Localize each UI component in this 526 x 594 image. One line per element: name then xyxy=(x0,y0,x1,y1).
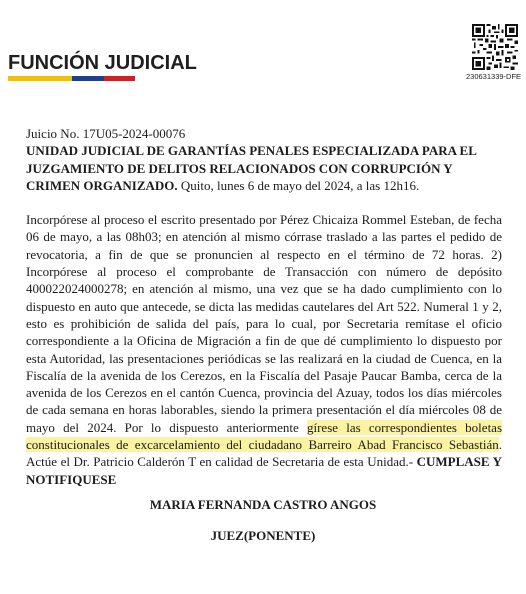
location-date: Quito, lunes 6 de mayo del 2024, a las 12h16. xyxy=(180,177,420,193)
closing-text: CUMPLASE Y NOTIFIQUESE xyxy=(26,454,502,487)
judge-title: JUEZ(PONENTE) xyxy=(210,528,316,543)
highlighted-text: gírese las correspondientes boletas constitucionales de excarcelamiento del ciudadano Barreiro Abad Francisco Sebastián xyxy=(26,419,503,453)
logo-text: FUNCIÓN JUDICIAL xyxy=(8,52,197,74)
flag-stripe xyxy=(8,76,135,81)
document-body xyxy=(26,125,502,488)
paragraph-text-end: . Actúe el Dr. Patricio Calderón T en calidad de Secretaria de esta Unidad.- xyxy=(26,437,502,470)
function-judicial-logo xyxy=(8,52,197,81)
qr-code-icon xyxy=(472,24,518,70)
judge-name: MARIA FERNANDA CASTRO ANGOS xyxy=(149,497,377,512)
case-number: Juicio No. 17U05-2024-00076 xyxy=(26,126,186,141)
paragraph-text: Incorpórese al proceso el escrito presentado por Pérez Chicaiza Rommel Esteban, de fecha 06 de mayo, a las 08h03; en atención al mismo córrase traslado a las partes el pedido de revocatoria, a fin de que se pronuncien al respecto en el término de 72 horas. 2) Incorpórese al proceso el comprobante de Transacción con número de depósito 400022024000278; en atención al mismo, una vez que se ha dado cumplimiento con lo dispuesto en auto que antecede, se dicta las medidas cautelares del Art 522. Numeral 1 y 2, esto es prohibición de salida del país, para lo cual, por Secretaria remítase el oficio correspondiente a la Oficina de Migración a fin de que dé cumplimiento lo dispuesto por esta Autoridad, las presentaciones periódicas se las realizará en la ciudad de Cuenca, en la Fiscalía de la avenida de los Cerezos, en la Fiscalía del Pasaje Paucar Bamba, cerca de la avenida de los Cerezos en el cantón Cuenca, provincia del Azuay, todos los días miércoles de cada semana en horas laborables, siendo la primera presentación el día miércoles 08 de mayo del 2024. Por lo dispuesto anteriormente xyxy=(26,212,502,435)
resolution-paragraph xyxy=(26,211,502,488)
flag-yellow xyxy=(8,76,72,81)
court-heading xyxy=(26,142,502,194)
qr-code-number: 230631339-DFE xyxy=(466,72,522,81)
document-header xyxy=(26,125,502,194)
flag-blue xyxy=(72,76,104,81)
court-name: UNIDAD JUDICIAL DE GARANTÍAS PENALES ESPECIALIZADA PARA EL JUZGAMIENTO DE DELITOS RELACIONADOS CON CORRUPCIÓN Y CRIMEN ORGANIZADO. xyxy=(26,143,477,193)
flag-red xyxy=(104,76,135,81)
